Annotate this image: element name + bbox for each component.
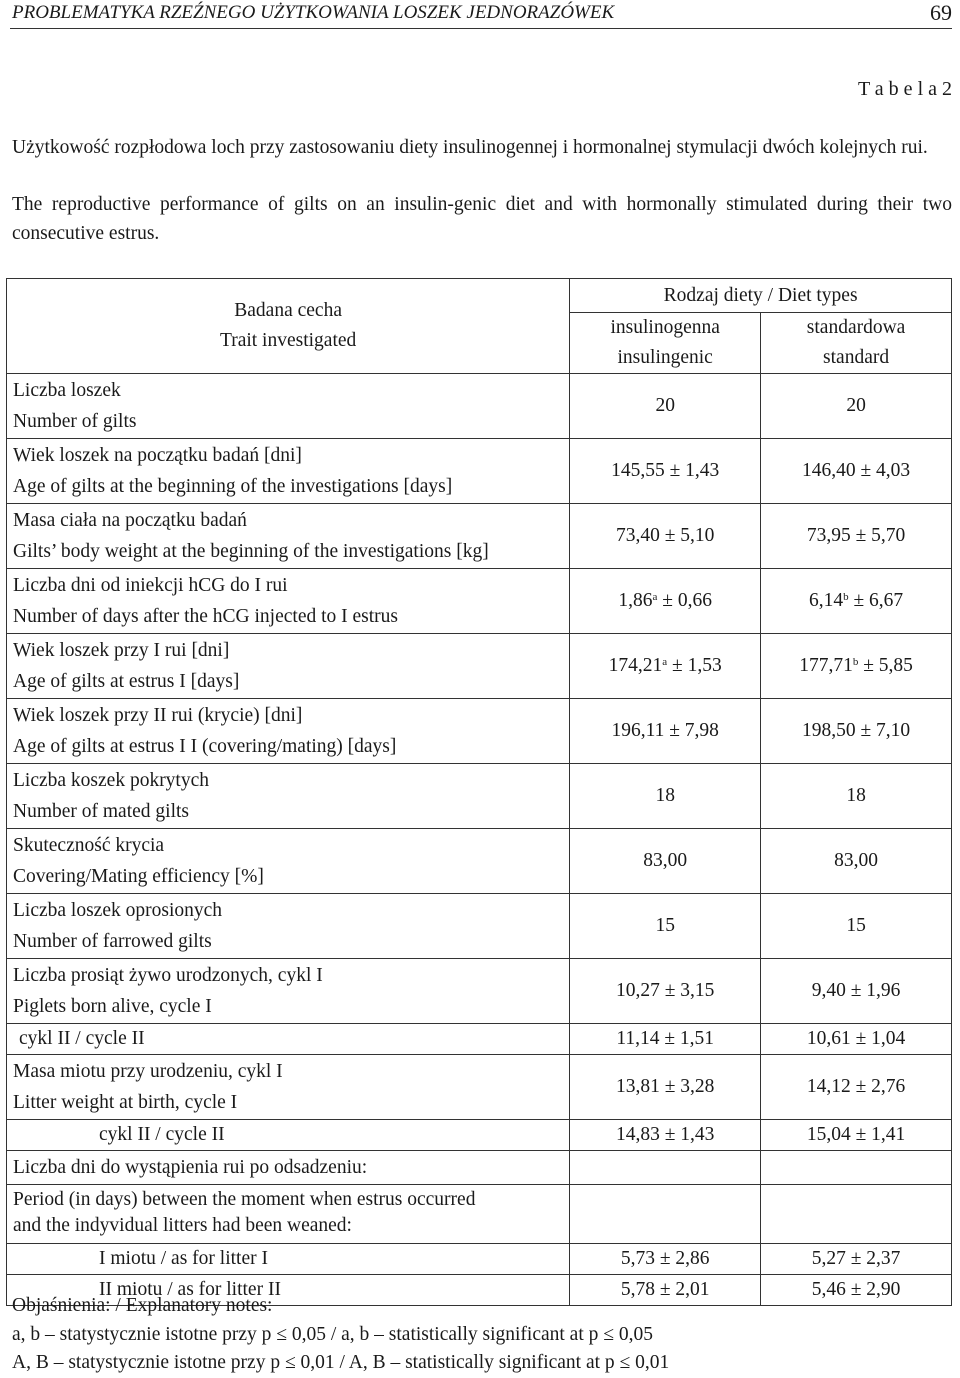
value-standard: 198,50 ± 7,10 xyxy=(761,699,952,764)
table-row xyxy=(7,894,952,959)
trait-label-en: Litter weight at birth, cycle I xyxy=(13,1092,238,1113)
value-standard: 9,40 ± 1,96 xyxy=(761,959,952,1024)
trait-label-pl: Wiek loszek na początku badań [dni] xyxy=(13,445,302,466)
value-standard xyxy=(761,1151,952,1185)
trait-cell: I miotu / as for litter I xyxy=(7,1244,570,1275)
table-row xyxy=(7,764,952,829)
insulingenic-column-header xyxy=(570,313,761,374)
value-standard: 146,40 ± 4,03 xyxy=(761,439,952,504)
value-insulingenic xyxy=(570,634,761,699)
table-row xyxy=(7,1055,952,1120)
trait-label-en: Number of mated gilts xyxy=(13,801,190,822)
trait-label-en: Gilts’ body weight at the beginning of the investigations [kg] xyxy=(13,541,489,562)
significance-mark: a xyxy=(652,591,658,603)
table-row xyxy=(7,1024,952,1055)
trait-label-en: and the indyvidual litters had been weaned: xyxy=(13,1215,352,1236)
trait-cell xyxy=(7,504,570,569)
table-caption-pl: Użytkowość rozpłodowa loch przy zastosowaniu diety insulinogennej i hormonalnej stymulacji dwóch kolejnych rui. xyxy=(12,137,928,158)
trait-cell xyxy=(7,439,570,504)
table-row xyxy=(7,829,952,894)
table-row xyxy=(7,1185,952,1244)
value-standard: 18 xyxy=(761,764,952,829)
trait-label-pl: Skuteczność krycia xyxy=(13,835,165,856)
value-sd: ± 6,67 xyxy=(848,590,904,611)
trait-label-pl: Liczba loszek oprosionych xyxy=(13,900,223,921)
col1-label-pl: insulinogenna xyxy=(610,317,720,338)
value-standard: 20 xyxy=(761,374,952,439)
value-insulingenic: 145,55 ± 1,43 xyxy=(570,439,761,504)
trait-label-en: Age of gilts at estrus I [days] xyxy=(13,671,240,692)
table-label: T a b e l a 2 xyxy=(857,78,952,100)
value-standard: 73,95 ± 5,70 xyxy=(761,504,952,569)
value-insulingenic xyxy=(570,569,761,634)
trait-cell xyxy=(7,374,570,439)
table-row xyxy=(7,1120,952,1151)
trait-header-pl: Badana cecha xyxy=(234,300,342,321)
value-insulingenic: 5,73 ± 2,86 xyxy=(570,1244,761,1275)
trait-cell xyxy=(7,569,570,634)
trait-label-en: Covering/Mating efficiency [%] xyxy=(13,866,264,887)
value-insulingenic xyxy=(570,1185,761,1244)
value-insulingenic: 18 xyxy=(570,764,761,829)
table-row xyxy=(7,699,952,764)
table-row xyxy=(7,634,952,699)
col2-label-pl: standardowa xyxy=(806,317,906,338)
trait-cell: Liczba dni do wystąpienia rui po odsadzeniu: xyxy=(7,1151,570,1185)
table-row xyxy=(7,439,952,504)
trait-cell xyxy=(7,1185,570,1244)
trait-label-en: Age of gilts at the beginning of the investigations [days] xyxy=(13,476,453,497)
trait-cell: cykl II / cycle II xyxy=(7,1120,570,1151)
trait-column-header xyxy=(7,279,570,374)
results-table xyxy=(6,278,952,1306)
trait-label-en: Number of gilts xyxy=(13,411,137,432)
running-header xyxy=(10,0,952,29)
value-insulingenic: 13,81 ± 3,28 xyxy=(570,1055,761,1120)
table-row xyxy=(7,1151,952,1185)
trait-cell xyxy=(7,699,570,764)
trait-cell xyxy=(7,634,570,699)
value-insulingenic: 196,11 ± 7,98 xyxy=(570,699,761,764)
trait-label-pl: Liczba prosiąt żywo urodzonych, cykl I xyxy=(13,965,323,986)
col2-label-en: standard xyxy=(823,347,890,368)
value-standard xyxy=(761,569,952,634)
value-sd: ± 1,53 xyxy=(667,655,722,676)
trait-label-pl: Liczba dni od iniekcji hCG do I rui xyxy=(13,575,288,596)
trait-cell: cykl II / cycle II xyxy=(7,1024,570,1055)
trait-label-pl: Liczba koszek pokrytych xyxy=(13,770,210,791)
explanatory-notes xyxy=(12,1292,669,1378)
trait-label-en: Number of farrowed gilts xyxy=(13,931,212,952)
notes-line-1: a, b – statystycznie istotne przy p ≤ 0,05 / a, b – statistically significant at p ≤ 0,05 xyxy=(12,1323,653,1345)
value-insulingenic: 10,27 ± 3,15 xyxy=(570,959,761,1024)
significance-mark: b xyxy=(852,656,859,668)
value-insulingenic: 14,83 ± 1,43 xyxy=(570,1120,761,1151)
trait-label-pl: Liczba loszek xyxy=(13,380,121,401)
value-insulingenic: 5,78 ± 2,01 xyxy=(570,1275,761,1306)
notes-line-2: A, B – statystycznie istotne przy p ≤ 0,01 / A, B – statistically significant at p ≤ 0,01 xyxy=(12,1352,670,1373)
notes-title: Objaśnienia: / Explanatory notes: xyxy=(12,1295,273,1316)
value-insulingenic: 73,40 ± 5,10 xyxy=(570,504,761,569)
col1-label-en: insulingenic xyxy=(617,347,713,368)
trait-cell xyxy=(7,829,570,894)
trait-cell xyxy=(7,1055,570,1120)
trait-label-pl: Wiek loszek przy I rui [dni] xyxy=(13,640,230,661)
trait-label-en: Age of gilts at estrus I I (covering/mating) [days] xyxy=(13,736,397,757)
value-standard xyxy=(761,634,952,699)
value-standard: 10,61 ± 1,04 xyxy=(761,1024,952,1055)
standard-column-header xyxy=(761,313,952,374)
value-number: 1,86 xyxy=(618,590,653,611)
trait-label-en: Number of days after the hCG injected to I estrus xyxy=(13,606,399,627)
trait-cell xyxy=(7,894,570,959)
table-row xyxy=(7,569,952,634)
value-number: 174,21 xyxy=(608,655,663,676)
value-number: 6,14 xyxy=(808,590,844,611)
running-title: PROBLEMATYKA RZEŹNEGO UŻYTKOWANIA LOSZEK JEDNORAZÓWEK xyxy=(12,2,615,23)
table-caption-en: The reproductive performance of gilts on an insulin-genic diet and with hormonally stimulated during their two consecutive estrus. xyxy=(12,194,952,244)
value-insulingenic: 11,14 ± 1,51 xyxy=(570,1024,761,1055)
value-sd: ± 0,66 xyxy=(657,590,712,611)
trait-cell xyxy=(7,764,570,829)
value-number: 177,71 xyxy=(799,655,853,676)
value-standard: 83,00 xyxy=(761,829,952,894)
value-standard: 14,12 ± 2,76 xyxy=(761,1055,952,1120)
table-row xyxy=(7,959,952,1024)
value-standard: 5,27 ± 2,37 xyxy=(761,1244,952,1275)
page-number: 69 xyxy=(930,0,952,25)
trait-label-pl: Wiek loszek przy II rui (krycie) [dni] xyxy=(13,705,303,726)
value-standard: 15,04 ± 1,41 xyxy=(761,1120,952,1151)
diet-types-header: Rodzaj diety / Diet types xyxy=(570,279,952,313)
table-row xyxy=(7,1244,952,1275)
value-sd: ± 5,85 xyxy=(858,655,913,676)
value-standard: 5,46 ± 2,90 xyxy=(761,1275,952,1306)
significance-mark: a xyxy=(662,656,668,668)
table-row xyxy=(7,504,952,569)
significance-mark: b xyxy=(843,591,849,603)
table-row xyxy=(7,374,952,439)
trait-label-pl: Masa ciała na początku badań xyxy=(13,510,247,531)
trait-label-en: Piglets born alive, cycle I xyxy=(13,996,212,1017)
trait-cell: II miotu / as for litter II xyxy=(7,1275,570,1306)
trait-label-pl: Masa miotu przy urodzeniu, cykl I xyxy=(13,1061,283,1082)
value-insulingenic: 20 xyxy=(570,374,761,439)
value-insulingenic xyxy=(570,1151,761,1185)
value-standard: 15 xyxy=(761,894,952,959)
trait-header-en: Trait investigated xyxy=(219,330,357,351)
value-insulingenic: 15 xyxy=(570,894,761,959)
trait-cell xyxy=(7,959,570,1024)
trait-label-en: Period (in days) between the moment when estrus occurred xyxy=(13,1189,476,1210)
value-insulingenic: 83,00 xyxy=(570,829,761,894)
value-standard xyxy=(761,1185,952,1244)
